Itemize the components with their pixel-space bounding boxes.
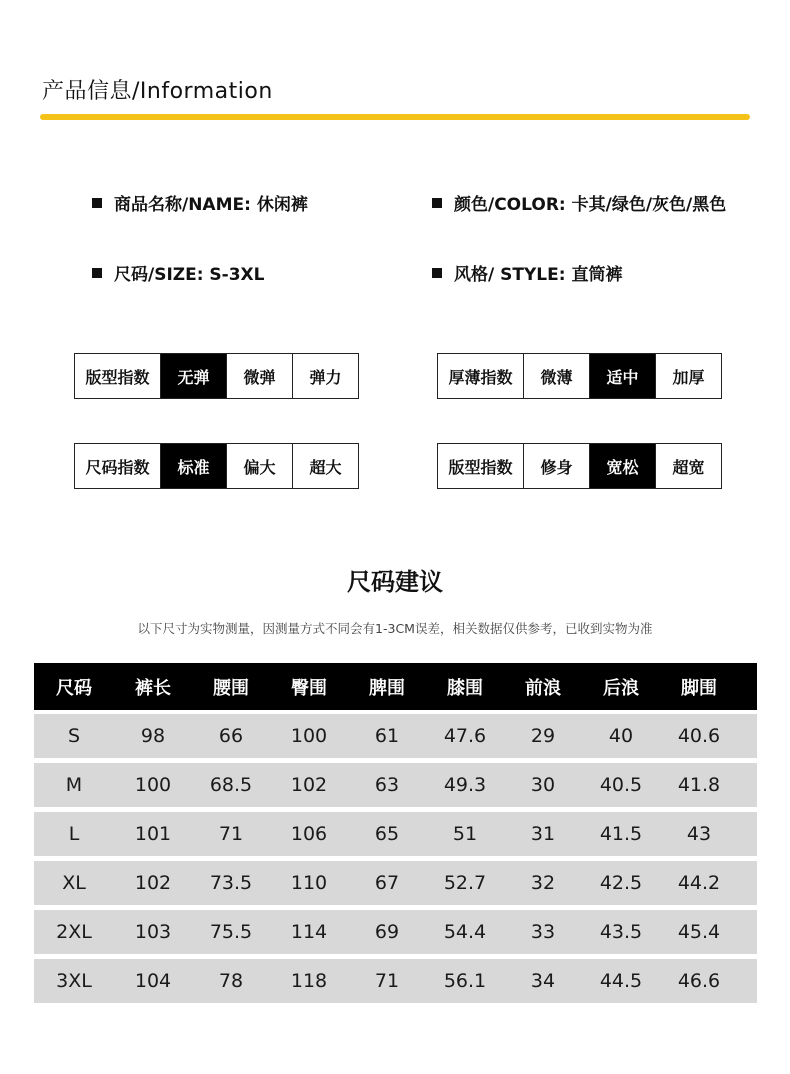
table-cell: 71 [218, 823, 244, 845]
table-cell: 104 [134, 970, 172, 992]
table-cell: 2XL [56, 921, 92, 943]
table-cell: XL [62, 872, 86, 894]
table-cell: 69 [374, 921, 400, 943]
size-chart-note: 以下尺寸为实物测量，因测量方式不同会有1-3CM误差，相关数据仅供参考，已收到实物为准 [137, 621, 653, 636]
meter-option: 无弹 [160, 354, 226, 398]
bullet-square-icon [432, 198, 442, 208]
table-cell: 34 [530, 970, 556, 992]
info-style-text: 风格/ STYLE: 直筒裤 [454, 265, 623, 285]
meter-option: 修身 [523, 444, 589, 488]
table-cell: 78 [218, 970, 244, 992]
table-cell: M [65, 774, 83, 796]
info-size-text: 尺码/SIZE: S-3XL [114, 265, 265, 285]
table-cell: 41.5 [599, 823, 643, 845]
table-cell: 61 [374, 725, 400, 747]
table-header-row [34, 663, 757, 710]
section-header-title: 产品信息/Information [42, 79, 273, 104]
table-header-cell: 臀围 [291, 677, 327, 699]
info-color [432, 190, 726, 215]
meter-option: 标准 [160, 444, 226, 488]
meter-option: 偏大 [226, 444, 292, 488]
table-cell: 51 [452, 823, 478, 845]
table-cell: 68.5 [209, 774, 253, 796]
bullet-square-icon [92, 198, 102, 208]
table-header-cell: 脾围 [369, 677, 405, 699]
table-cell: 44.2 [677, 872, 721, 894]
meter-option: 微薄 [523, 354, 589, 398]
table-cell: 3XL [56, 970, 92, 992]
table-row [34, 959, 757, 1003]
table-cell: 67 [374, 872, 400, 894]
table-cell: 71 [374, 970, 400, 992]
meter-option: 加厚 [655, 354, 721, 398]
meter-stretch [74, 353, 359, 399]
table-cell: 40.5 [599, 774, 643, 796]
table-cell: 118 [290, 970, 328, 992]
table-cell: 31 [530, 823, 556, 845]
meter-option: 超大 [292, 444, 358, 488]
meter-sizing [74, 443, 359, 489]
size-table [34, 663, 757, 1008]
table-cell: 45.4 [677, 921, 721, 943]
table-cell: 66 [218, 725, 244, 747]
table-cell: 29 [530, 725, 556, 747]
table-header-cell: 腰围 [213, 677, 249, 699]
table-header-cell: 前浪 [525, 677, 561, 699]
meter-label: 尺码指数 [85, 457, 150, 477]
info-style [432, 260, 622, 285]
meter-option: 宽松 [589, 444, 655, 488]
table-cell: 33 [530, 921, 556, 943]
table-cell: 44.5 [599, 970, 643, 992]
info-product-name [92, 190, 308, 215]
table-cell: 102 [134, 872, 172, 894]
table-cell: 65 [374, 823, 400, 845]
bullet-square-icon [92, 268, 102, 278]
size-chart-title: 尺码建议 [347, 568, 443, 596]
table-cell: 46.6 [677, 970, 721, 992]
table-header-cell: 膝围 [447, 677, 483, 699]
table-row [34, 763, 757, 807]
table-cell: 41.8 [677, 774, 721, 796]
table-cell: 56.1 [443, 970, 487, 992]
table-header-cell: 脚围 [681, 677, 717, 699]
info-size [92, 260, 265, 285]
meter-label: 厚薄指数 [448, 367, 513, 387]
table-row [34, 714, 757, 758]
table-cell: 103 [134, 921, 172, 943]
table-cell: 63 [374, 774, 400, 796]
table-cell: 98 [140, 725, 166, 747]
table-cell: 75.5 [209, 921, 253, 943]
table-cell: 42.5 [599, 872, 643, 894]
meter-label: 版型指数 [448, 457, 513, 477]
table-cell: 43.5 [599, 921, 643, 943]
table-cell: 114 [290, 921, 328, 943]
table-cell: 100 [134, 774, 172, 796]
table-header-cell: 裤长 [135, 677, 171, 699]
table-row [34, 910, 757, 954]
table-cell: L [68, 823, 80, 845]
table-cell: S [67, 725, 81, 747]
meter-option: 超宽 [655, 444, 721, 488]
bullet-square-icon [432, 268, 442, 278]
info-product-name-text: 商品名称/NAME: 休闲裤 [114, 195, 308, 215]
table-cell: 73.5 [209, 872, 253, 894]
header-accent-bar [40, 114, 750, 120]
meter-label: 版型指数 [85, 367, 150, 387]
table-cell: 110 [290, 872, 328, 894]
table-cell: 40.6 [677, 725, 721, 747]
meter-thickness [437, 353, 722, 399]
info-color-text: 颜色/COLOR: 卡其/绿色/灰色/黑色 [454, 195, 727, 215]
table-cell: 43 [686, 823, 712, 845]
table-cell: 54.4 [443, 921, 487, 943]
table-cell: 40 [608, 725, 634, 747]
meter-fit [437, 443, 722, 489]
table-cell: 32 [530, 872, 556, 894]
table-header-cell: 后浪 [603, 677, 639, 699]
table-row [34, 861, 757, 905]
meter-option: 微弹 [226, 354, 292, 398]
table-cell: 100 [290, 725, 328, 747]
table-cell: 52.7 [443, 872, 487, 894]
table-cell: 49.3 [443, 774, 487, 796]
table-cell: 102 [290, 774, 328, 796]
table-cell: 101 [134, 823, 172, 845]
table-cell: 30 [530, 774, 556, 796]
meter-option: 适中 [589, 354, 655, 398]
table-cell: 106 [290, 823, 328, 845]
table-row [34, 812, 757, 856]
table-cell: 47.6 [443, 725, 487, 747]
meter-option: 弹力 [292, 354, 358, 398]
table-header-cell: 尺码 [56, 677, 92, 699]
